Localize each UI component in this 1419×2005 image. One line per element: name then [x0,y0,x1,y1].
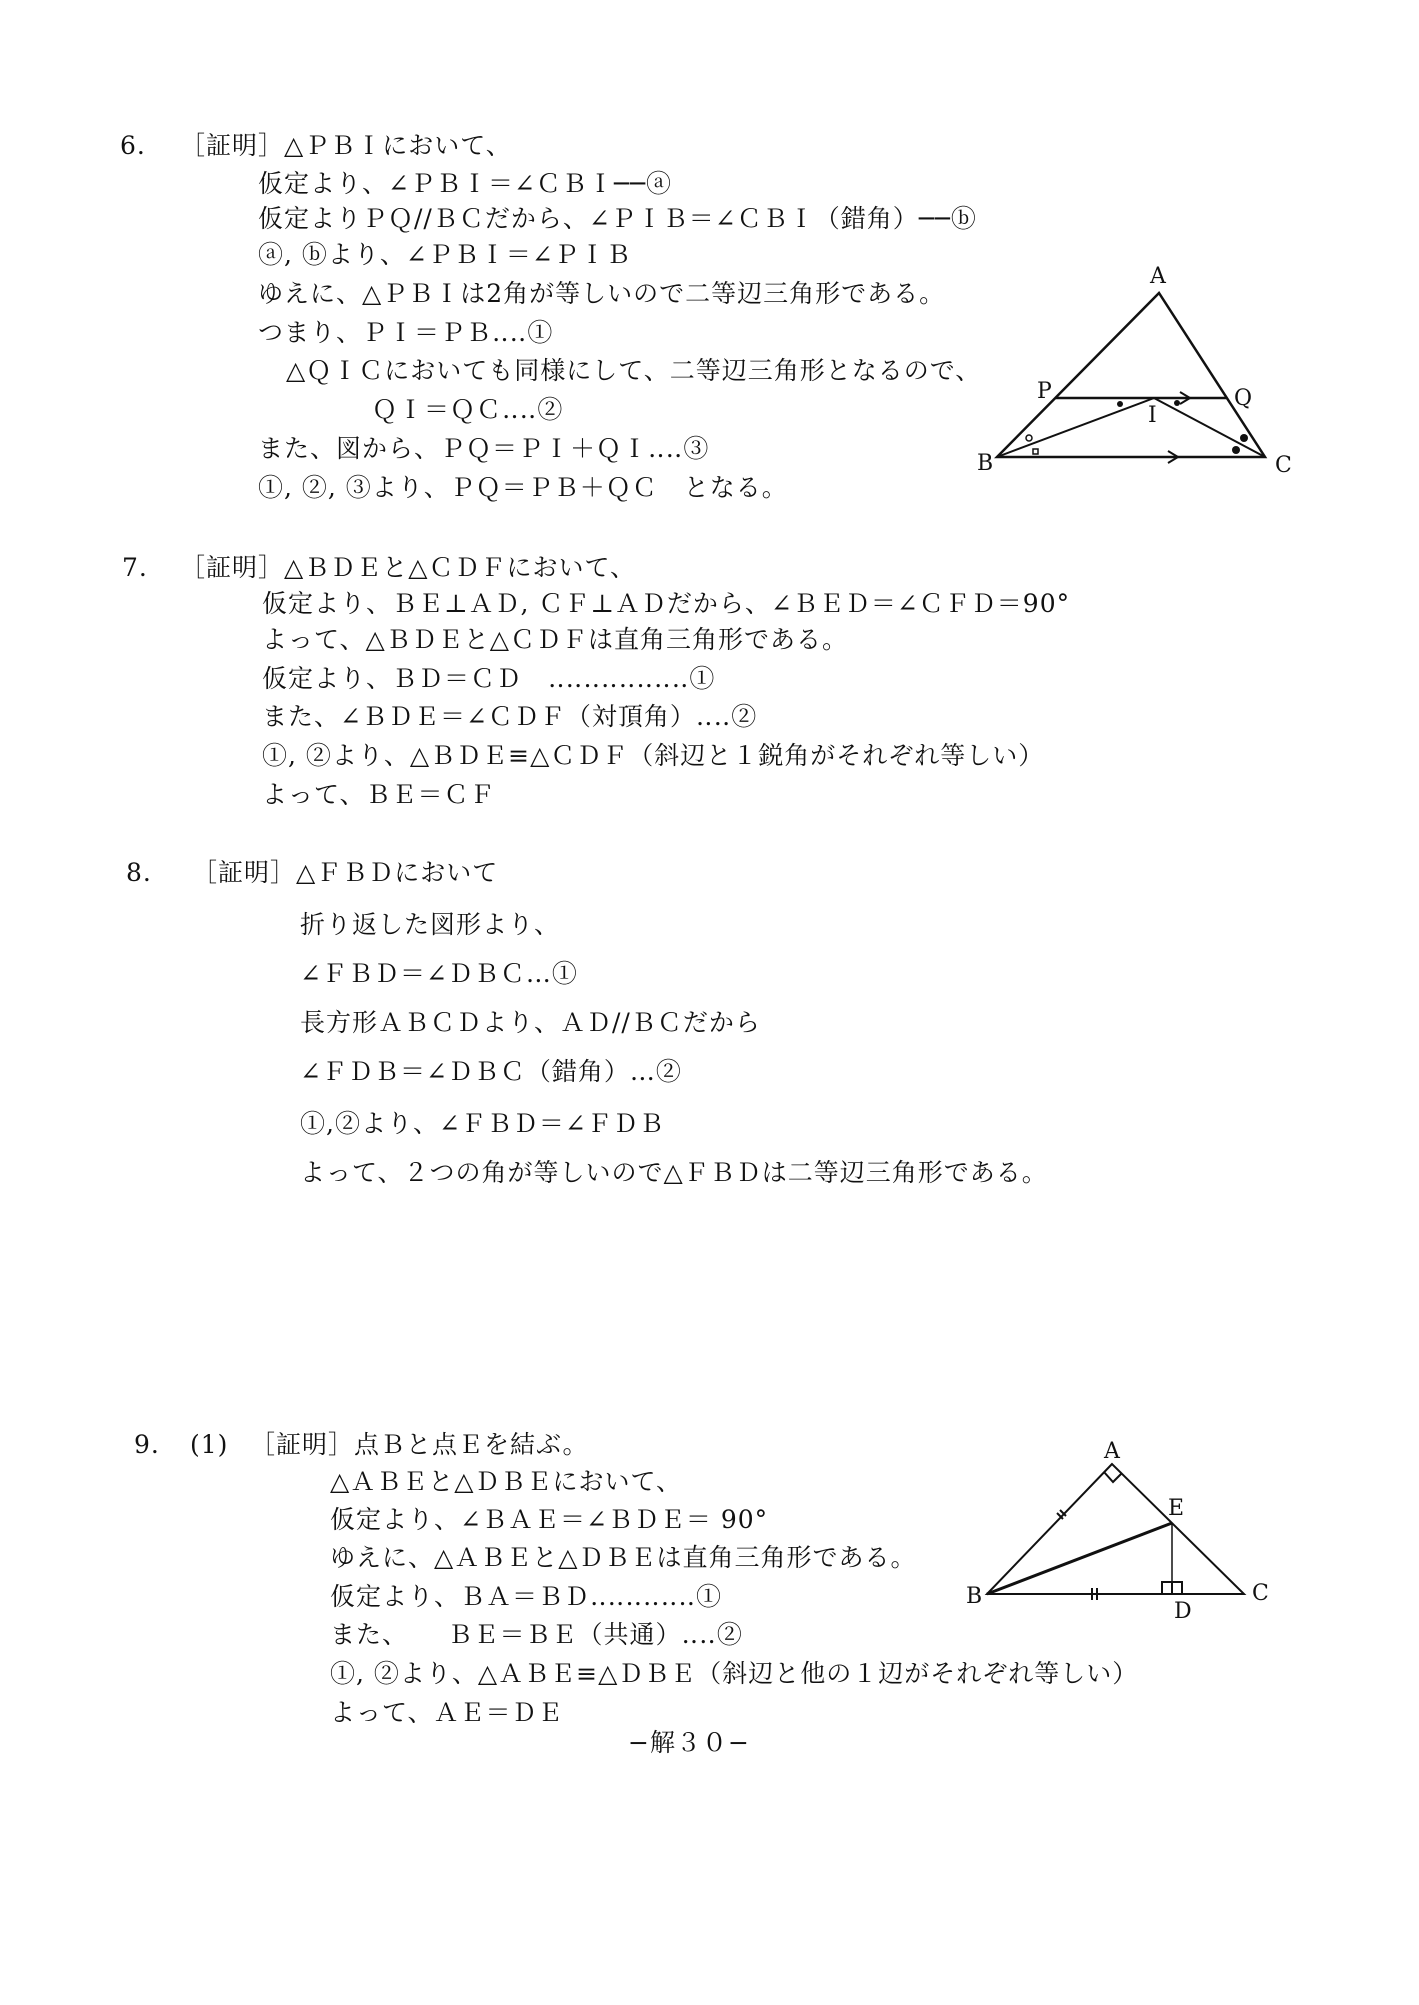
q9-subnumber: (1) [190,1430,229,1459]
q8-line: ①,②より、∠ＦＢＤ＝∠ＦＤＢ [300,1109,665,1138]
label-a: A [1104,1439,1120,1464]
q9-line: よって、ＡＥ＝ＤＥ [330,1698,564,1727]
q8-line: ［証明］△ＦＢＤにおいて [192,858,499,887]
q6-number: 6. [120,131,146,160]
q9-line: ［証明］点Ｂと点Ｅを結ぶ。 [250,1430,589,1459]
q8-line: よって、２つの角が等しいので△ＦＢＤは二等辺三角形である。 [300,1158,1048,1187]
q8-line: 折り返した図形より、 [300,910,561,939]
q6-line: ①, ②, ③より、ＰＱ＝ＰＢ＋ＱＣ となる。 [258,473,788,502]
q8-number: 8. [126,858,152,887]
label-c: C [1252,1581,1269,1606]
q8-line: 長方形ＡＢＣＤより、ＡＤ//ＢＣだから [300,1008,761,1037]
q7-line: ①, ②より、△ＢＤＥ≡△ＣＤＦ（斜辺と１鋭角がそれぞれ等しい） [262,741,1045,770]
q6-line: ⓐ, ⓑより、∠ＰＢＩ＝∠ＰＩＢ [258,240,632,269]
q6-line: ＱＩ＝ＱＣ‥‥② [372,395,564,424]
q8-line: ∠ＦＤＢ＝∠ＤＢＣ（錯角）…② [300,1057,682,1086]
q6-line: △ＱＩＣにおいても同様にして、二等辺三角形となるので、 [286,356,982,385]
q8-line: ∠ＦＢＤ＝∠ＤＢＣ…① [300,959,578,988]
right-angle-mark [1104,1472,1122,1482]
right-angle-mark [1162,1582,1172,1594]
q9-line: 仮定より、∠ＢＡＥ＝∠ＢＤＥ＝ 90° [330,1505,769,1534]
q7-line: よって、ＢＥ＝ＣＦ [262,780,496,809]
q9-line: ゆえに、△ＡＢＥと△ＤＢＥは直角三角形である。 [330,1543,917,1572]
q6-line: また、図から、ＰＱ＝ＰＩ＋ＱＩ‥‥③ [258,434,710,463]
q7-line: 仮定より、ＢＥ⊥ＡＤ, ＣＦ⊥ＡＤだから、∠ＢＥＤ＝∠ＣＦＤ＝90° [262,589,1071,618]
label-b: B [966,1584,983,1609]
q6-line: つまり、ＰＩ＝ＰＢ‥‥① [258,318,554,347]
label-i: I [1148,403,1157,428]
label-c: C [1275,453,1292,478]
label-e: E [1168,1496,1185,1521]
label-d: D [1174,1599,1192,1624]
q7-line: ［証明］△ＢＤＥと△ＣＤＦにおいて、 [180,553,636,582]
label-a: A [1150,264,1166,289]
q9-line: また、 ＢＥ＝ＢＥ（共通）‥‥② [330,1620,743,1649]
q6-line: ［証明］△ＰＢＩにおいて、 [180,131,512,160]
q9-line: ①, ②より、△ＡＢＥ≡△ＤＢＥ（斜辺と他の１辺がそれぞれ等しい） [330,1659,1139,1688]
q7-line: また、∠ＢＤＥ＝∠ＣＤＦ（対頂角）‥‥② [262,702,758,731]
segment-be [987,1523,1172,1594]
label-b: B [977,451,994,476]
q6-line: ゆえに、△ＰＢＩは2角が等しいので二等辺三角形である。 [258,279,946,308]
q9-number: 9. [134,1430,160,1459]
q6-line: 仮定より、∠ＰＢＩ＝∠ＣＢＩ──ⓐ [258,169,672,198]
q7-line: 仮定より、ＢＤ＝ＣＤ ‥‥‥‥‥‥‥‥① [262,664,716,693]
q9-line: 仮定より、ＢＡ＝ＢＤ‥‥‥‥‥‥① [330,1582,723,1611]
q7-line: よって、△ＢＤＥと△ＣＤＦは直角三角形である。 [262,625,848,654]
q6-line: 仮定よりＰＱ//ＢＣだから、∠ＰＩＢ＝∠ＣＢＩ（錯角）──ⓑ [258,204,977,233]
page-number: −解３０− [628,1728,750,1757]
triangle-abc [987,1464,1244,1594]
label-p: P [1037,379,1052,404]
q9-line: △ＡＢＥと△ＤＢＥにおいて、 [330,1467,682,1496]
label-q: Q [1234,386,1253,411]
q7-number: 7. [122,553,148,582]
